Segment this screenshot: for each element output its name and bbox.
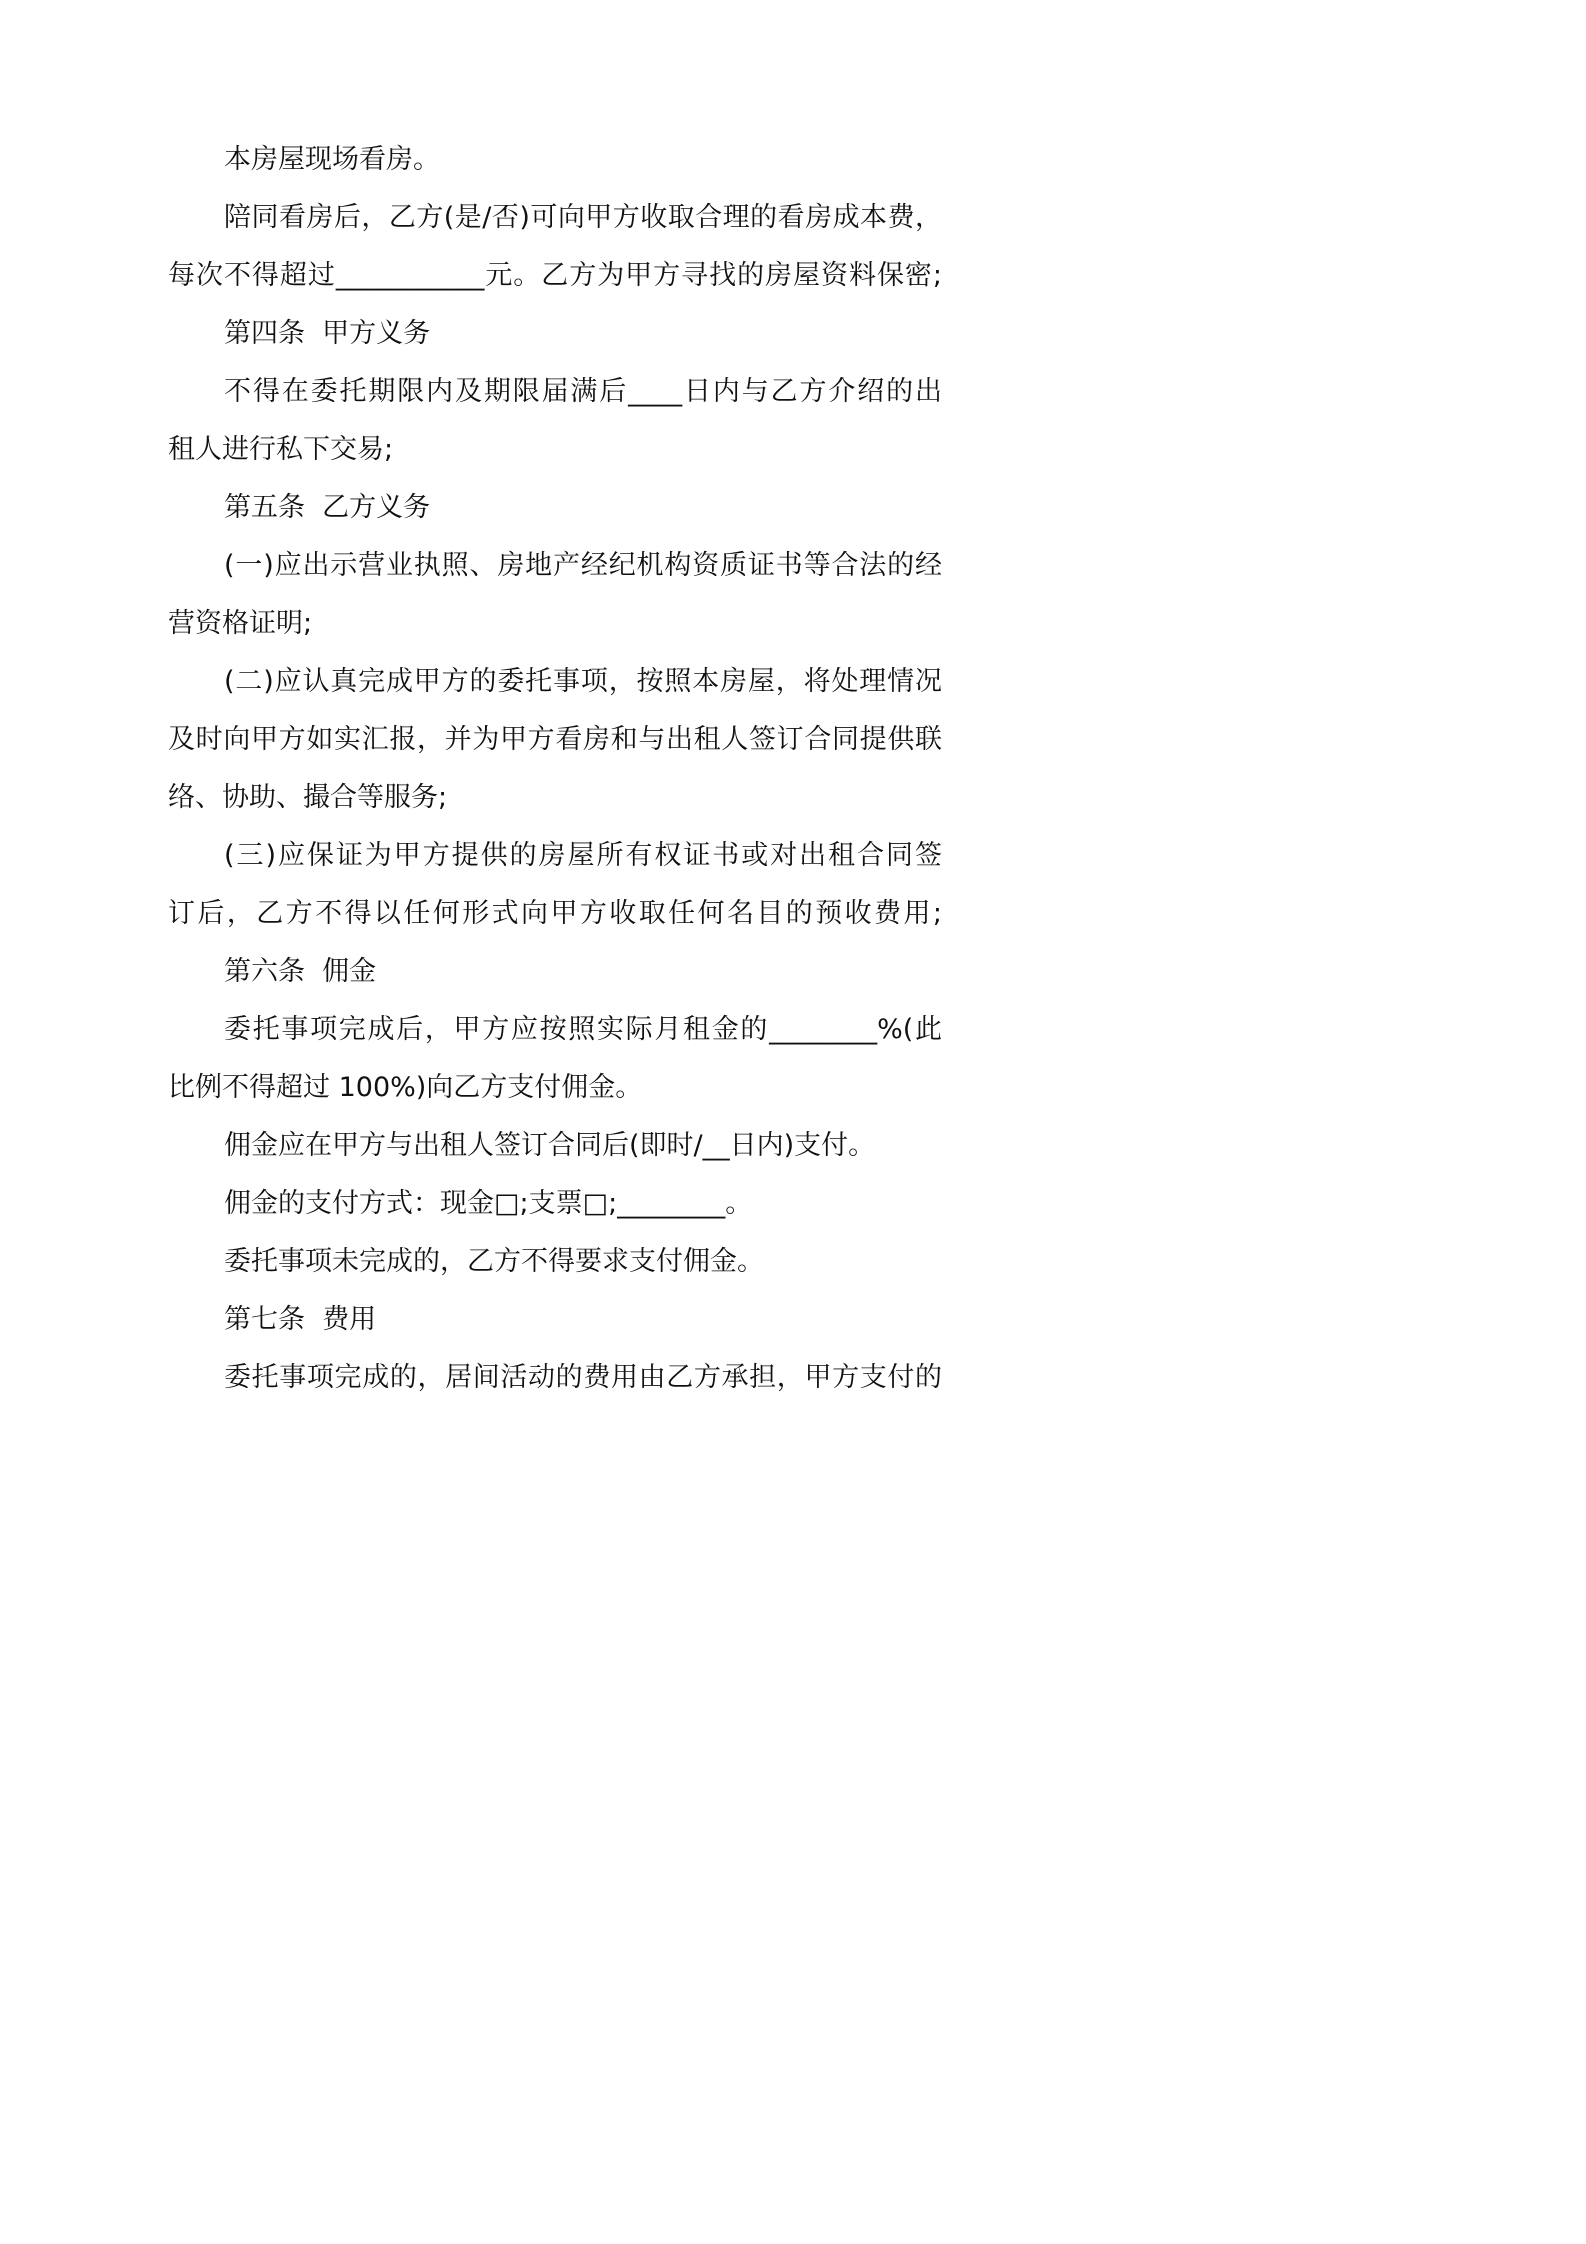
body-line: 络、协助、撮合等服务; [168, 782, 448, 813]
body-line: 佣金应在甲方与出租人签订合同后(即时/__日内)支付。 [224, 1130, 876, 1161]
body-line: 租人进行私下交易; [168, 434, 394, 465]
section-heading: 第七条 费用 [224, 1304, 377, 1335]
body-line: 本房屋现场看房。 [224, 144, 440, 175]
body-line: 陪同看房后，乙方(是/否)可向甲方收取合理的看房成本费， [224, 202, 942, 233]
body-line: 委托事项完成后，甲方应按照实际月租金的________%(此 [224, 1014, 942, 1045]
body-line: (三)应保证为甲方提供的房屋所有权证书或对出租合同签 [224, 840, 942, 871]
body-line: 及时向甲方如实汇报，并为甲方看房和与出租人签订合同提供联 [168, 724, 942, 755]
body-line: 委托事项完成的，居间活动的费用由乙方承担，甲方支付的 [224, 1362, 942, 1393]
section-heading: 第五条 乙方义务 [224, 492, 431, 523]
body-line: 不得在委托期限内及期限届满后____日内与乙方介绍的出 [224, 376, 942, 407]
body-line: (二)应认真完成甲方的委托事项，按照本房屋，将处理情况 [224, 666, 942, 697]
section-heading: 第六条 佣金 [224, 956, 377, 987]
body-line: (一)应出示营业执照、房地产经纪机构资质证书等合法的经 [224, 550, 942, 581]
body-line: 委托事项未完成的，乙方不得要求支付佣金。 [224, 1246, 764, 1277]
section-heading: 第四条 甲方义务 [224, 318, 431, 349]
body-line: 每次不得超过___________元。乙方为甲方寻找的房屋资料保密; [168, 260, 942, 291]
body-line: 佣金的支付方式：现金□;支票□;________。 [224, 1188, 753, 1219]
body-line: 比例不得超过 100%)向乙方支付佣金。 [168, 1072, 643, 1103]
document-page [0, 0, 1107, 1566]
body-line: 订后，乙方不得以任何形式向甲方收取任何名目的预收费用; [168, 898, 942, 929]
body-line: 营资格证明; [168, 608, 313, 639]
